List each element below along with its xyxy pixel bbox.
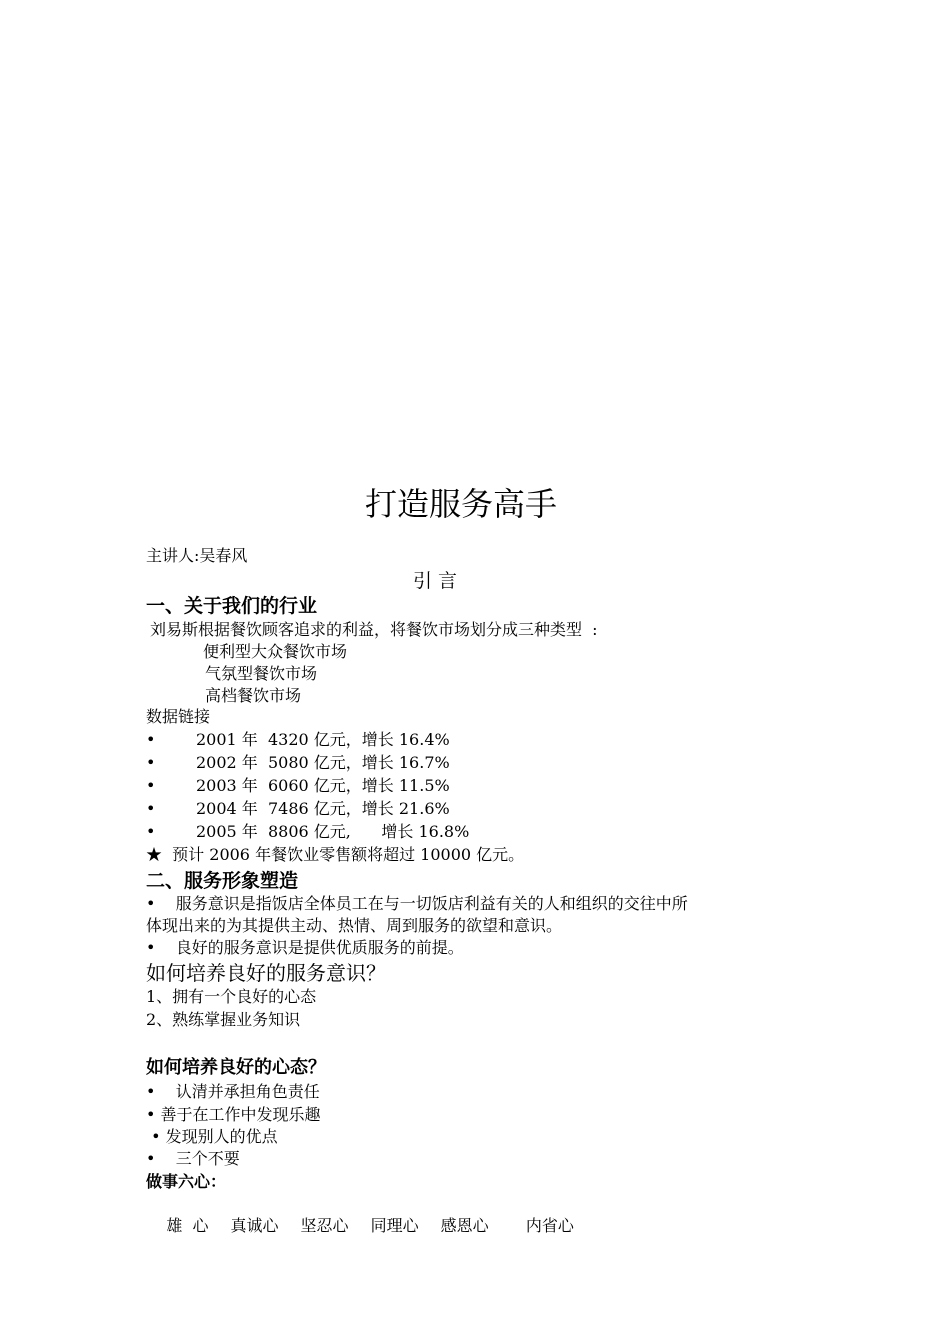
section1-lead: 刘易斯根据餐饮顾客追求的利益，将餐饮市场划分成三种类型 : bbox=[150, 620, 598, 639]
bullet: • bbox=[146, 799, 156, 818]
market-type-3: 高档餐饮市场 bbox=[205, 686, 302, 705]
data-item-text: 2004 年 7486 亿元，增长 21.6% bbox=[196, 799, 450, 818]
bullet: • bbox=[146, 730, 156, 749]
data-item-2001 bbox=[146, 729, 450, 751]
six-hearts-list bbox=[146, 1193, 596, 1259]
data-item-text: 2002 年 5080 亿元，增长 16.7% bbox=[196, 753, 450, 772]
mindset-item-1: • 认清并承担角色责任 bbox=[146, 1082, 320, 1101]
answer-2: 2、熟练掌握业务知识 bbox=[146, 1010, 301, 1029]
heart-1: 雄 心 bbox=[166, 1216, 209, 1235]
data-item-text: 2001 年 4320 亿元，增长 16.4% bbox=[196, 730, 450, 749]
heart-6: 内省心 bbox=[510, 1216, 574, 1235]
mindset-item-4: • 三个不要 bbox=[146, 1149, 240, 1168]
answer-1: 1、拥有一个良好的心态 bbox=[146, 987, 317, 1006]
section1-heading: 一、关于我们的行业 bbox=[146, 595, 318, 617]
data-item-2004 bbox=[146, 798, 450, 820]
heart-4: 同理心 bbox=[370, 1216, 419, 1235]
section3-heading: 如何培养良好的心态？ bbox=[146, 1057, 326, 1078]
speaker-line: 主讲人:吴春风 bbox=[146, 546, 248, 565]
data-heading: 数据链接 bbox=[146, 707, 211, 726]
service-premise: • 良好的服务意识是提供优质服务的前提。 bbox=[146, 938, 464, 957]
market-type-2: 气氛型餐饮市场 bbox=[205, 664, 318, 683]
market-type-1: 便利型大众餐饮市场 bbox=[203, 642, 348, 661]
data-item-text: 2003 年 6060 亿元，增长 11.5% bbox=[196, 776, 450, 795]
data-item-2002 bbox=[146, 752, 450, 774]
section2-heading: 二、服务形象塑造 bbox=[146, 870, 299, 892]
service-question: 如何培养良好的服务意识？ bbox=[146, 961, 386, 985]
heart-5: 感恩心 bbox=[440, 1216, 489, 1235]
six-hearts-heading: 做事六心： bbox=[146, 1172, 227, 1191]
forecast-line: ★ 预计 2006 年餐饮业零售额将超过 10000 亿元。 bbox=[146, 845, 525, 864]
heart-3: 坚忍心 bbox=[300, 1216, 349, 1235]
bullet: • bbox=[146, 753, 156, 772]
data-item-text: 2005 年 8806 亿元, 增长 16.8% bbox=[196, 822, 470, 841]
data-item-2003 bbox=[146, 775, 450, 797]
intro-heading: 引 言 bbox=[412, 570, 458, 592]
bullet: • bbox=[146, 822, 156, 841]
mindset-item-2: • 善于在工作中发现乐趣 bbox=[146, 1105, 321, 1124]
mindset-item-3: • 发现别人的优点 bbox=[146, 1127, 278, 1146]
document-title: 打造服务高手 bbox=[364, 485, 557, 523]
service-definition-line1: • 服务意识是指饭店全体员工在与一切饭店利益有关的人和组织的交往中所 bbox=[146, 894, 688, 913]
heart-2: 真诚心 bbox=[230, 1216, 279, 1235]
bullet: • bbox=[146, 776, 156, 795]
data-item-2005 bbox=[146, 821, 469, 843]
service-definition-line2: 体现出来的为其提供主动、热情、周到服务的欲望和意识。 bbox=[146, 916, 563, 935]
